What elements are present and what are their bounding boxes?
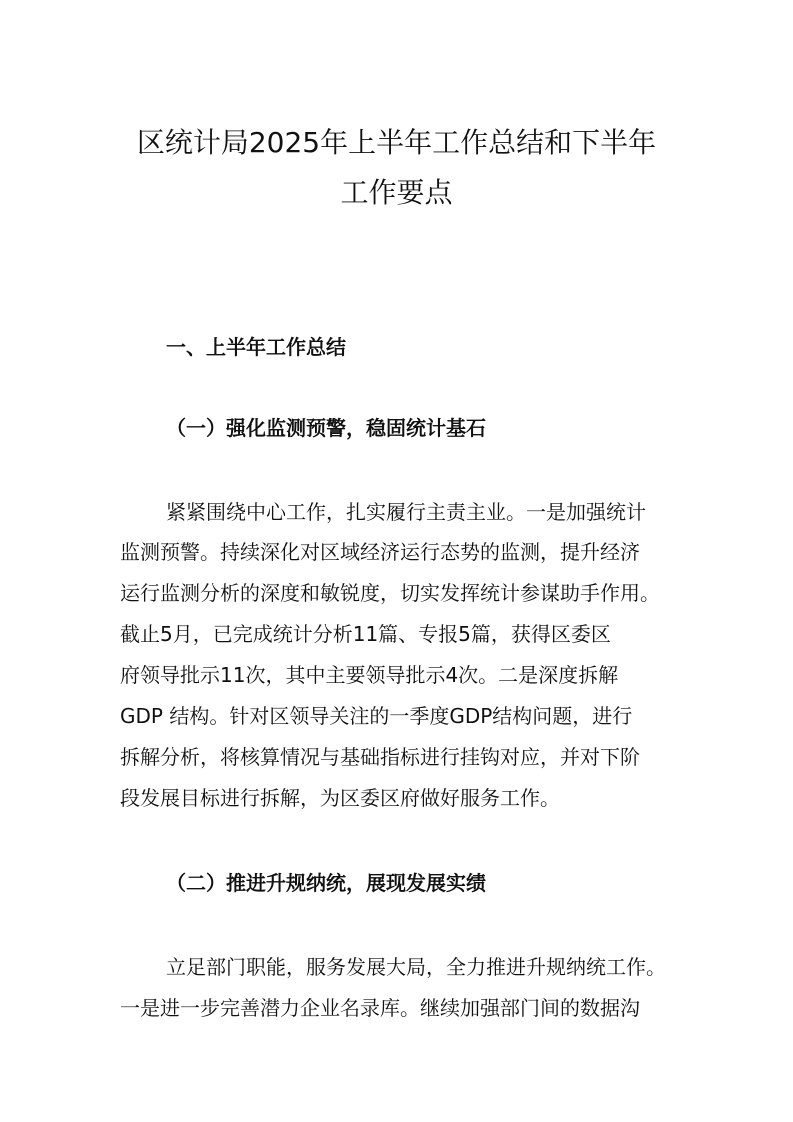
paragraph-1-line: 监测预警。持续深化对区域经济运行态势的监测，提升经济: [120, 540, 640, 564]
document-title-line2: 工作要点: [340, 176, 453, 209]
document-title-line1: 区统计局2025年上半年工作总结和下半年: [136, 126, 657, 159]
paragraph-1-line: 段发展目标进行拆解，为区委区府做好服务工作。: [120, 786, 560, 810]
subsection-heading-2: （二）推进升规纳统，展现发展实绩: [166, 871, 486, 895]
paragraph-1-line: 截止5月，已完成统计分析11篇、专报5篇，获得区委区: [120, 622, 611, 646]
paragraph-1-line: 运行监测分析的深度和敏锐度，切实发挥统计参谋助手作用。: [120, 581, 660, 605]
paragraph-1-line: 紧紧围绕中心工作，扎实履行主责主业。一是加强统计: [166, 500, 646, 524]
paragraph-2-line: 一是进一步完善潜力企业名录库。继续加强部门间的数据沟: [120, 996, 640, 1020]
subsection-heading-1: （一）强化监测预警，稳固统计基石: [166, 416, 486, 440]
paragraph-1-line: 府领导批示11次，其中主要领导批示4次。二是深度拆解: [120, 663, 619, 687]
section-heading-1: 一、上半年工作总结: [166, 335, 346, 359]
paragraph-1-line: GDP 结构。针对区领导关注的一季度GDP结构问题，进行: [120, 704, 633, 728]
paragraph-1-line: 拆解分析，将核算情况与基础指标进行挂钩对应，并对下阶: [120, 745, 640, 769]
paragraph-2-line: 立足部门职能，服务发展大局，全力推进升规纳统工作。: [166, 955, 666, 979]
